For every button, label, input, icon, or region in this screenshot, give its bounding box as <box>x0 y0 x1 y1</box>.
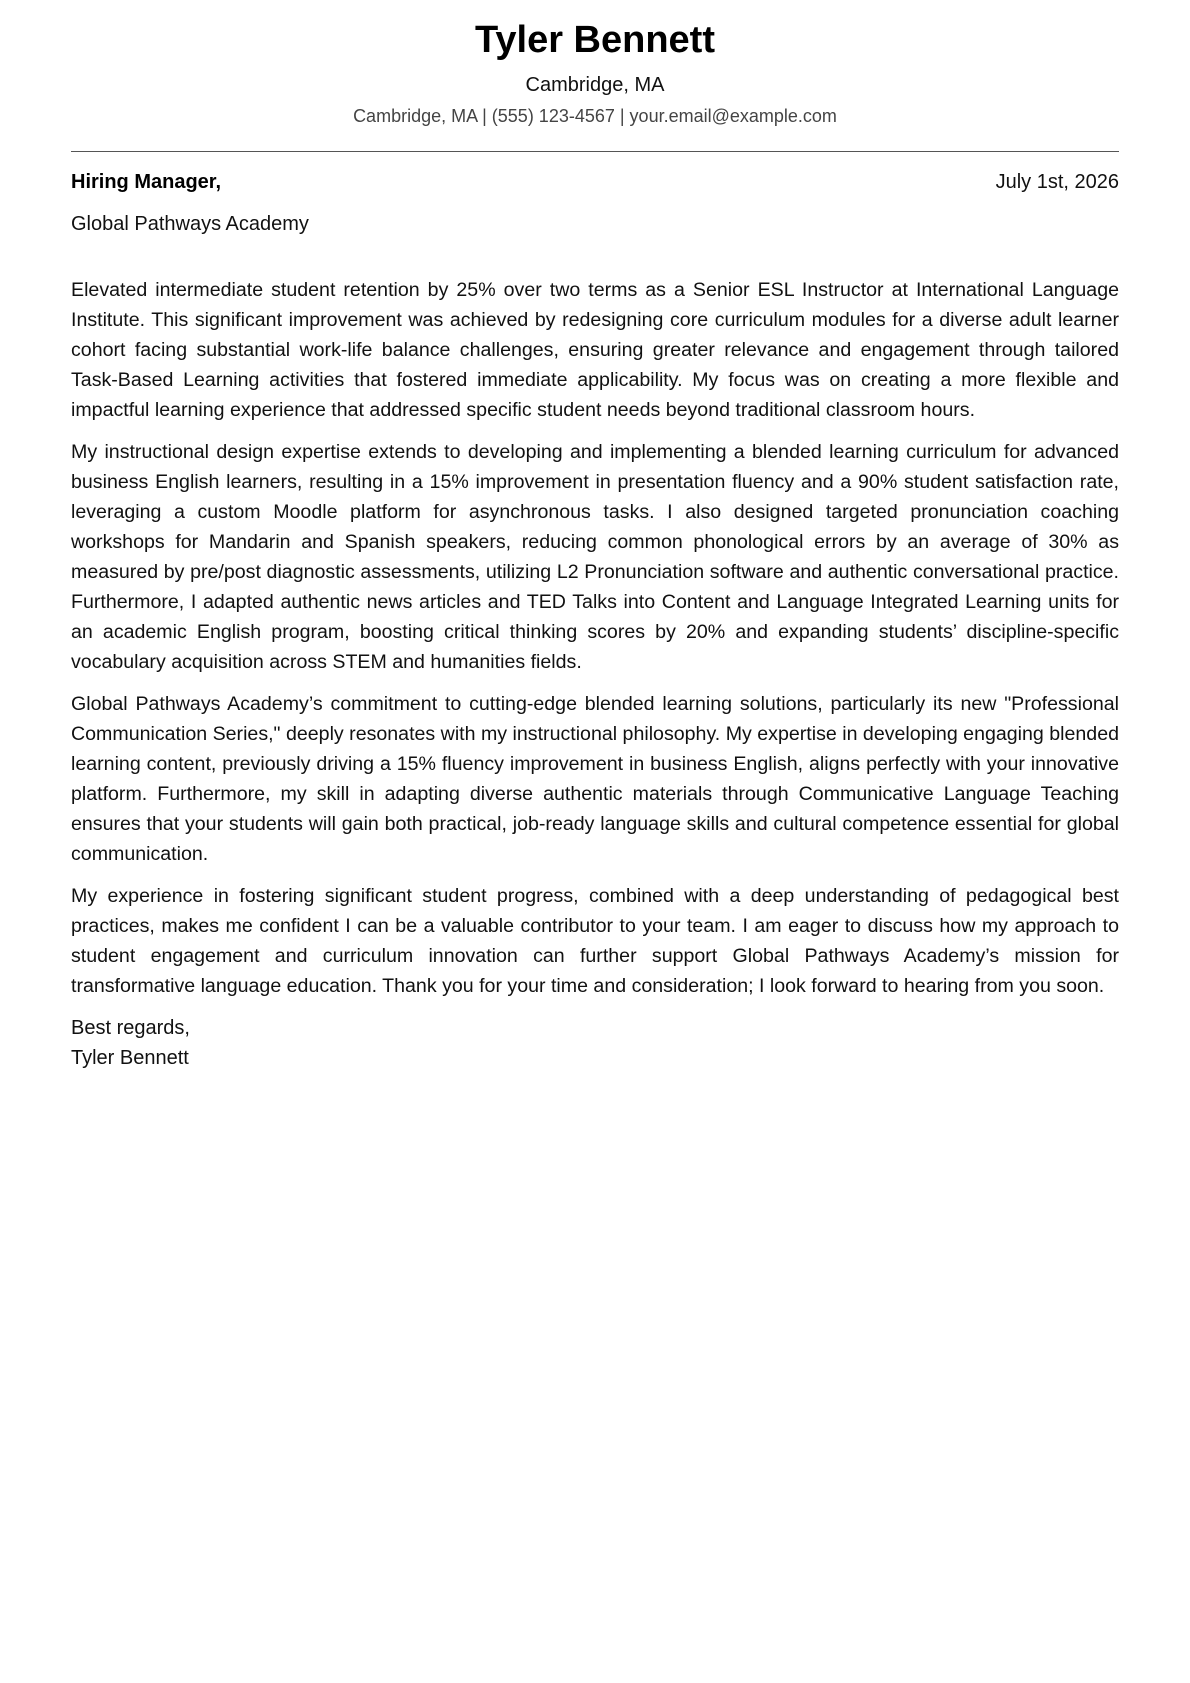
salutation: Hiring Manager, <box>71 171 222 193</box>
body-paragraph: My instructional design expertise extends to developing and implementing a blended learning curriculum for advanced business English learners, resulting in a 15% improvement in presentation fluency and a 90% student satisfaction rate, leveraging a custom Moodle platform for asynchronous tasks. I also designed targeted pronunciation coaching workshops for Mandarin and Spanish speakers, reducing common phonological errors by an average of 30% as measured by pre/post diagnostic assessments, utilizing L2 Pronunciation software and authentic conversational practice. Furthermore, I adapted authentic news articles and TED Talks into Content and Language Integrated Learning units for an academic English program, boosting critical thinking scores by 20% and expanding students’ discipline-specific vocabulary acquisition across STEM and humanities fields. <box>71 441 1119 673</box>
body-paragraph: Elevated intermediate student retention by 25% over two terms as a Senior ESL Instructor at International Language Institute. This significant improvement was achieved by redesigning core curriculum modules for a diverse adult learner cohort facing substantial work-life balance challenges, ensuring greater relevance and engagement through tailored Task-Based Learning activities that fostered immediate applicability. My focus was on creating a more flexible and impactful learning experience that addressed specific student needs beyond traditional classroom hours. <box>71 279 1119 421</box>
recipient-company: Global Pathways Academy <box>71 213 309 235</box>
applicant-name: Tyler Bennett <box>474 19 715 61</box>
body-paragraph: Global Pathways Academy’s commitment to cutting-edge blended learning solutions, particularly its new "Professional Communication Series," deeply resonates with my instructional philosophy. My expertise in developing engaging blended learning content, previously driving a 15% fluency improvement in business English, aligns perfectly with your innovative platform. Furthermore, my skill in adapting diverse authentic materials through Communicative Language Teaching ensures that your students will gain both practical, job-ready language skills and cultural competence essential for global communication. <box>71 693 1119 865</box>
applicant-location: Cambridge, MA <box>525 74 665 96</box>
letter-date: July 1st, 2026 <box>995 171 1119 193</box>
contact-line: Cambridge, MA | (555) 123-4567 | your.email@example.com <box>353 106 837 126</box>
signature-name: Tyler Bennett <box>71 1047 189 1069</box>
closing-phrase: Best regards, <box>71 1017 190 1039</box>
body-paragraph: My experience in fostering significant student progress, combined with a deep understanding of pedagogical best practices, makes me confident I can be a valuable contributor to your team. I am eager to discuss how my approach to student engagement and curriculum innovation can further support Global Pathways Academy’s mission for transformative language education. Thank you for your time and consideration; I look forward to hearing from you soon. <box>71 885 1119 997</box>
letter-body <box>71 275 1119 1001</box>
header-divider <box>71 151 1119 152</box>
salutation-row <box>71 169 1119 195</box>
letter-closing <box>71 1013 1119 1073</box>
letter-header <box>71 0 1119 128</box>
